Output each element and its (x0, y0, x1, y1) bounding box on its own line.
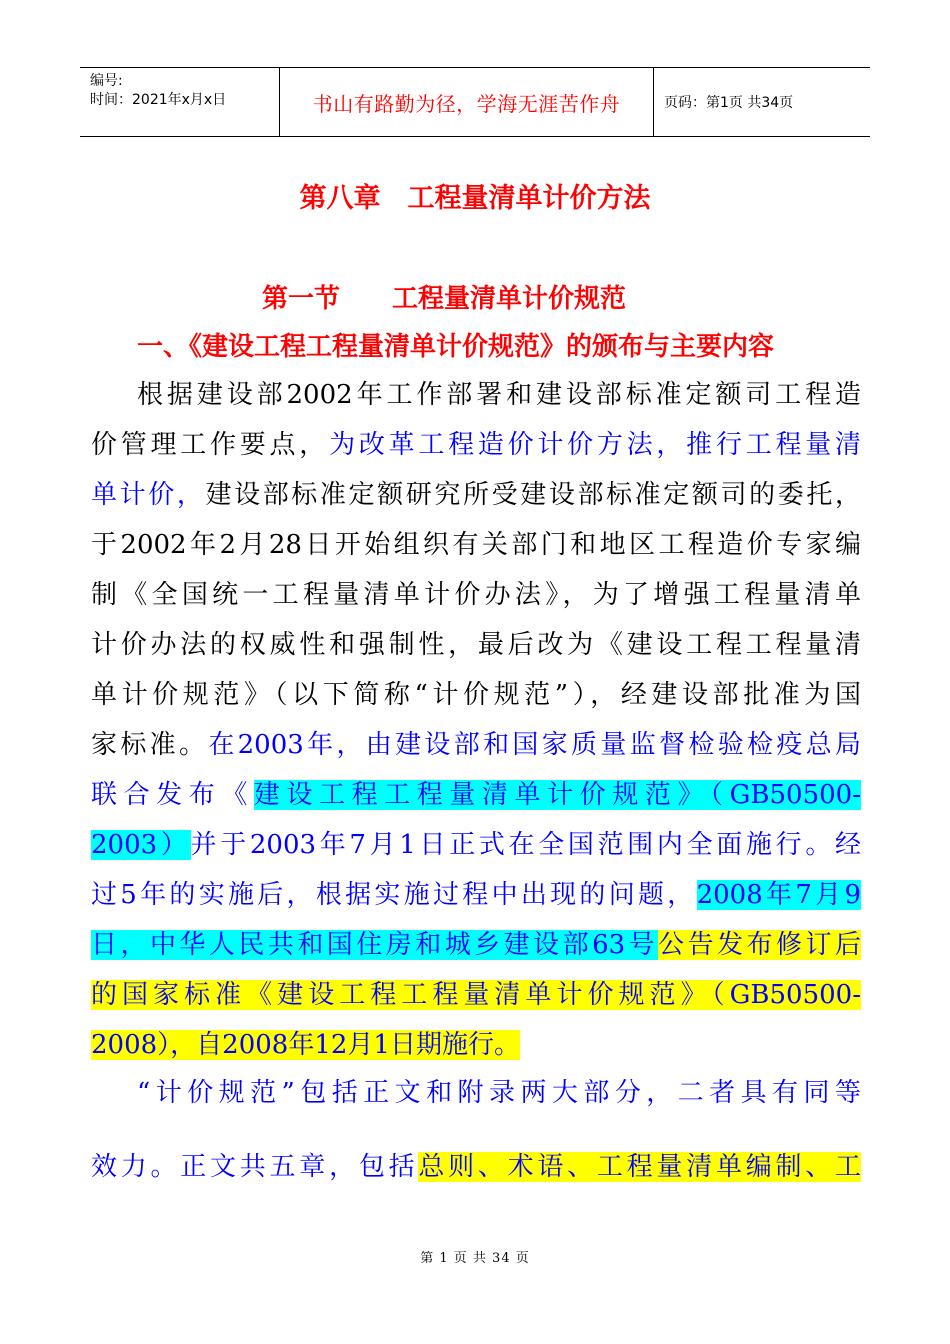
blue-text-run: 联合发布《 (91, 780, 254, 810)
p1-line-13 (91, 970, 861, 1020)
p1-line-10 (91, 820, 861, 870)
p1-line-9 (91, 770, 861, 820)
p1-line-12 (91, 920, 861, 970)
motto-text: 书山有路勤为径，学海无涯苦作舟 (312, 91, 621, 116)
cyan-highlight-run: 日，中华人民共和国住房和城乡建设部63号 (91, 930, 659, 960)
paragraph-1 (91, 370, 861, 1070)
text-run: 于2002年2月28日开始组织有关部门和地区工程造价专家编 (91, 530, 861, 560)
p1-line-8 (91, 720, 861, 770)
yellow-highlight-run: 2008），自2008年12月1日期施行。 (91, 1030, 520, 1060)
text-run: 根据建设部2002年工作部署和建设部标准定额司工程造 (137, 380, 861, 410)
number-label: 编号: (90, 73, 123, 89)
p1-line-5 (91, 570, 861, 620)
subsection-title: 一、《建设工程工程量清单计价规范》的颁布与主要内容 (137, 332, 775, 362)
cyan-highlight-run: 2008年7月9 (696, 880, 861, 910)
header-table (80, 67, 870, 137)
yellow-highlight-run: 公告发布修订后 (658, 930, 861, 960)
text-run: 计价办法的权威性和强制性，最后改为《建设工程工程量清 (91, 630, 861, 660)
blue-text-run: “计价规范”包括正文和附录两大部分，二者具有同等 (137, 1078, 861, 1108)
p1-line-4 (91, 520, 861, 570)
text-run: 家标准。 (91, 730, 209, 760)
text-run: 价管理工作要点， (91, 430, 330, 460)
p1-line-3 (91, 470, 861, 520)
p2-line-2 (91, 1142, 861, 1192)
section-title: 第一节 工程量清单计价规范 (262, 284, 627, 314)
header-motto-cell (280, 68, 654, 136)
yellow-highlight-run: 的国家标准《建设工程工程量清单计价规范》（GB50500- (91, 980, 861, 1010)
blue-text-run: 为改革工程造价计价方法，推行工程量清 (329, 430, 861, 460)
cyan-highlight-run: 建设工程工程量清单计价规范》（GB50500- (253, 780, 861, 810)
header-meta-cell (80, 68, 280, 136)
header-page-cell (654, 68, 870, 136)
p1-line-7 (91, 670, 861, 720)
p1-line-14 (91, 1020, 861, 1070)
blue-text-run: 效力。正文共五章，包括 (91, 1152, 419, 1182)
time-label: 时间：2021年x月x日 (90, 92, 227, 108)
yellow-highlight-run: 总则、术语、工程量清单编制、工 (418, 1152, 861, 1182)
blue-text-run: 并于2003年7月1日正式在全国范围内全面施行。经 (190, 830, 861, 860)
blue-text-run: 在2003年，由建设部和国家质量监督检验检疫总局 (208, 730, 861, 760)
blue-text-run: 过5年的实施后，根据实施过程中出现的问题， (91, 880, 697, 910)
text-run: 单计价规范》（以下简称“计价规范”），经建设部批准为国 (91, 680, 861, 710)
p1-line-1 (91, 370, 861, 420)
chapter-title: 第八章 工程量清单计价方法 (299, 183, 651, 214)
paragraph-2 (91, 1068, 861, 1192)
text-run: 制《全国统一工程量清单计价办法》，为了增强工程量清单 (91, 580, 861, 610)
p1-line-6 (91, 620, 861, 670)
page-footer: 第 1 页 共 34 页 (420, 1251, 530, 1266)
blue-text-run: 单计价， (91, 480, 206, 510)
p2-line-1 (91, 1068, 861, 1118)
cyan-highlight-run: 2003） (91, 830, 191, 860)
p1-line-11 (91, 870, 861, 920)
text-run: 建设部标准定额研究所受建设部标准定额司的委托， (205, 480, 861, 510)
page-info: 页码：第1页 共34页 (664, 95, 794, 111)
p1-line-2 (91, 420, 861, 470)
